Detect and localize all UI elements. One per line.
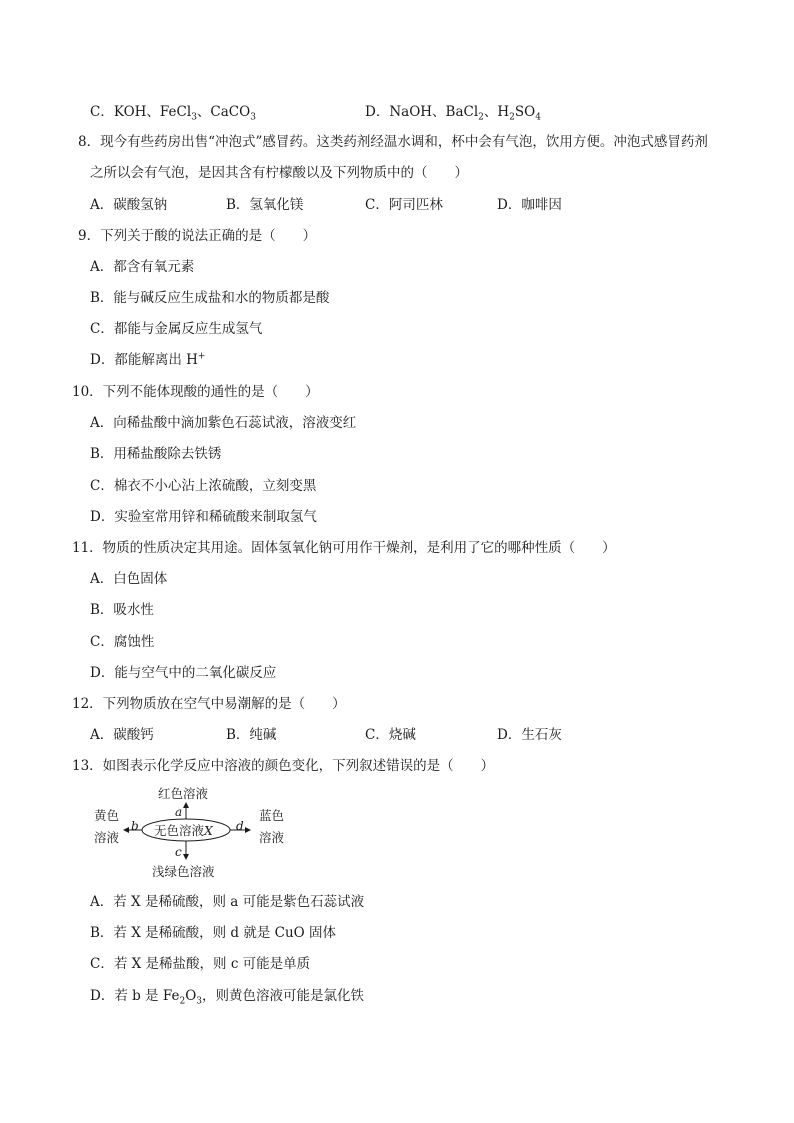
- center-label: 无色溶液X: [154, 823, 213, 838]
- q13-option-c: C．若 X 是稀盐酸，则 c 可能是单质: [90, 956, 311, 972]
- q7-option-d: D．NaOH、BaCl$_2$、$H_2SO_4$: [365, 104, 541, 123]
- q11-option-c: C．腐蚀性: [90, 634, 155, 650]
- label-a: a: [175, 805, 183, 819]
- q11-option-d: D．能与空气中的二氧化碳反应: [90, 665, 277, 681]
- q10-option-c: C．棉衣不小心沾上浓硫酸，立刻变黑: [90, 478, 317, 494]
- q13-stem: 13．如图表示化学反应中溶液的颜色变化，下列叙述错误的是（ ）: [72, 758, 495, 774]
- q9-stem: 9．下列关于酸的说法正确的是（ ）: [78, 228, 317, 244]
- q10-option-a: A．向稀盐酸中滴加紫色石蕊试液，溶液变红: [90, 415, 357, 431]
- q8-option-a: A．碳酸氢钠: [90, 197, 168, 213]
- q13-color-change-diagram: [88, 784, 308, 884]
- q8-option-d: D．咖啡因: [497, 197, 562, 213]
- label-d: d: [236, 819, 244, 833]
- q10-stem: 10．下列不能体现酸的通性的是（ ）: [72, 384, 319, 400]
- q11-stem: 11．物质的性质决定其用途。固体氢氧化钠可用作干燥剂，是利用了它的哪种性质（ ）: [72, 540, 616, 556]
- right-label-2: 溶液: [259, 830, 285, 845]
- q11-option-a: A．白色固体: [90, 571, 168, 587]
- q10-option-d: D．实验室常用锌和稀硫酸来制取氢气: [90, 509, 317, 525]
- q8-stem-line1: 8．现今有些药房出售“冲泡式”感冒药。这类药剂经温水调和，杯中会有气泡，饮用方便。冲泡式感冒药剂: [78, 134, 708, 150]
- left-label-2: 溶液: [94, 830, 120, 845]
- q8-stem-line2: 之所以会有气泡，是因其含有柠檬酸以及下列物质中的（ ）: [90, 165, 468, 181]
- q12-stem: 12．下列物质放在空气中易潮解的是（ ）: [72, 696, 346, 712]
- q12-option-c: C．烧碱: [365, 727, 416, 743]
- q12-option-a: A．碳酸钙: [90, 727, 154, 743]
- q13-option-a: A．若 X 是稀硫酸，则 a 可能是紫色石蕊试液: [90, 894, 365, 910]
- q8-option-b: B．氢氧化镁: [226, 197, 304, 213]
- top-label: 红色溶液: [158, 786, 209, 801]
- label-b: b: [131, 819, 139, 833]
- left-label-1: 黄色: [94, 808, 120, 823]
- right-label-1: 蓝色: [259, 808, 285, 823]
- q12-option-d: D．生石灰: [497, 727, 562, 743]
- label-c: c: [175, 845, 182, 859]
- q9-option-b: B．能与碱反应生成盐和水的物质都是酸: [90, 290, 330, 306]
- q9-option-d: D．都能解离出 H+: [90, 351, 206, 368]
- q11-option-b: B．吸水性: [90, 602, 154, 618]
- q9-option-a: A．都含有氧元素: [90, 259, 195, 275]
- bottom-label: 浅绿色溶液: [152, 864, 215, 879]
- q13-option-d: D．若 b 是 $Fe_2O_3$，则黄色溶液可能是氯化铁: [90, 988, 365, 1007]
- q8-option-c: C．阿司匹林: [365, 197, 443, 213]
- q9-option-c: C．都能与金属反应生成氢气: [90, 321, 263, 337]
- q12-option-b: B．纯碱: [226, 727, 277, 743]
- q10-option-b: B．用稀盐酸除去铁锈: [90, 446, 222, 462]
- q13-option-b: B．若 X 是稀硫酸，则 d 就是 CuO 固体: [90, 925, 337, 941]
- q7-option-c: C．KOH、FeCl$_3$、CaCO$_3$: [90, 104, 256, 123]
